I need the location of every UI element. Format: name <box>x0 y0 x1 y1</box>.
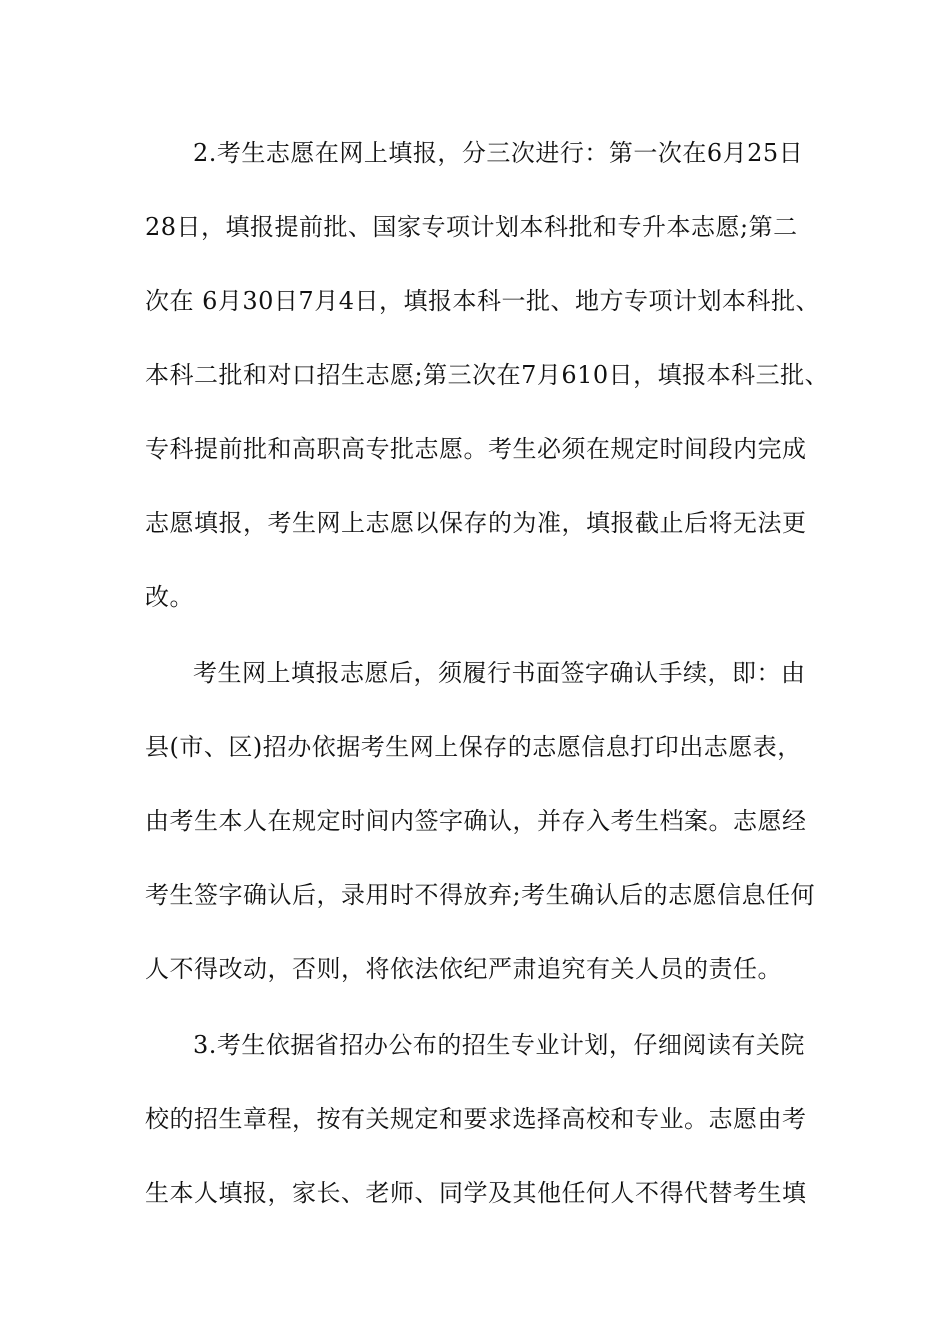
paragraph-3-line-3: 生本人填报，家长、老师、同学及其他任何人不得代替考生填 <box>145 1179 807 1207</box>
paragraph-2-line-2: 28日，填报提前批、国家专项计划本科批和专升本志愿;第二 <box>145 213 798 241</box>
paragraph-2-line-7: 改。 <box>145 583 194 611</box>
paragraph-confirm-line-5: 人不得改动，否则，将依法依纪严肃追究有关人员的责任。 <box>145 955 782 983</box>
paragraph-3-line-2: 校的招生章程，按有关规定和要求选择高校和专业。志愿由考 <box>145 1105 807 1133</box>
paragraph-confirm-line-1: 考生网上填报志愿后，须履行书面签字确认手续，即：由 <box>193 659 806 687</box>
paragraph-confirm-line-2: 县(市、区)招办依据考生网上保存的志愿信息打印出志愿表， <box>145 733 802 761</box>
paragraph-2-line-5: 专科提前批和高职高专批志愿。考生必须在规定时间段内完成 <box>145 435 807 463</box>
paragraph-3-line-1: 3.考生依据省招办公布的招生专业计划，仔细阅读有关院 <box>193 1031 805 1059</box>
paragraph-2-line-1: 2.考生志愿在网上填报，分三次进行：第一次在6月25日 <box>193 139 804 167</box>
paragraph-2-line-6: 志愿填报，考生网上志愿以保存的为准，填报截止后将无法更 <box>145 509 807 537</box>
paragraph-confirm-line-3: 由考生本人在规定时间内签字确认，并存入考生档案。志愿经 <box>145 807 807 835</box>
paragraph-confirm-line-4: 考生签字确认后，录用时不得放弃;考生确认后的志愿信息任何 <box>145 881 816 909</box>
paragraph-2-line-4: 本科二批和对口招生志愿;第三次在7月610日，填报本科三批、 <box>145 361 830 389</box>
paragraph-2-line-3: 次在 6月30日7月4日，填报本科一批、地方专项计划本科批、 <box>145 287 820 315</box>
